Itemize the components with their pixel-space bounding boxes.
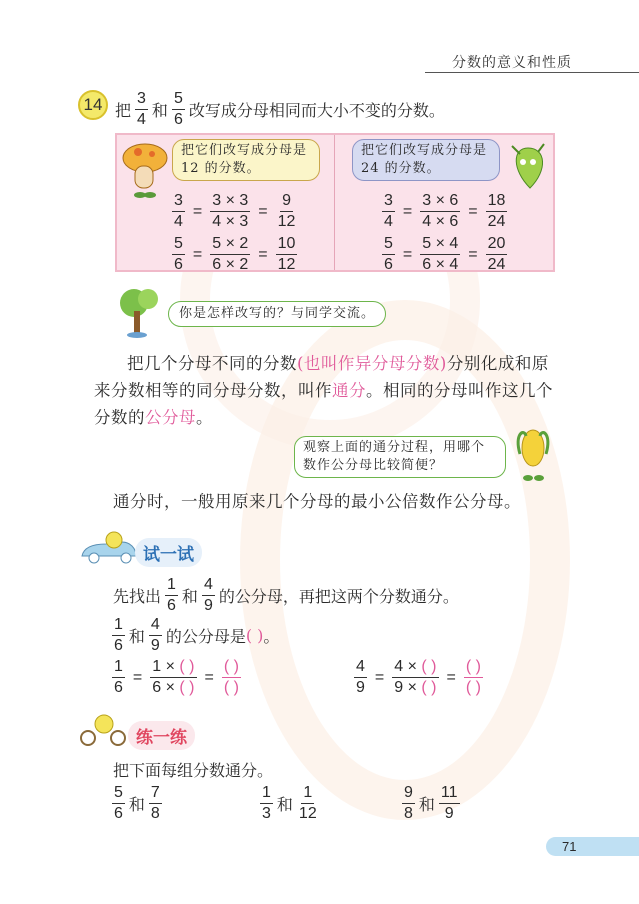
fraction: $\frac{4}{9}$ (203, 576, 213, 614)
numerator: 20 (486, 235, 508, 255)
numerator: 1 × ( ) (150, 658, 196, 678)
numerator: 9 (402, 784, 415, 804)
try-equation-2 (350, 658, 487, 701)
operator: = (204, 668, 214, 686)
rule-statement: 通分时，一般用原来几个分母的最小公倍数作公分母。 (113, 492, 521, 511)
panel-divider (334, 135, 335, 270)
operator: = (132, 668, 143, 686)
fraction (486, 192, 508, 231)
try-question: 先找出 $\frac{1}{6}$ 和 $\frac{4}{9}$ 的公分母，再把这两个分数通分。 (113, 576, 459, 614)
numerator: 1 (260, 784, 273, 804)
fraction (402, 784, 415, 823)
operator: = (258, 202, 268, 220)
numerator: 4 × ( ) (392, 658, 438, 678)
denominator: 6 × 2 (212, 256, 249, 273)
operator: = (402, 245, 413, 263)
numerator: 1 (301, 784, 314, 804)
operator: = (446, 668, 456, 686)
fraction (210, 192, 250, 231)
denominator: 3 (262, 805, 271, 822)
right-equations (378, 192, 511, 278)
example-question (115, 90, 445, 129)
operator: = (468, 202, 478, 220)
denominator: 8 (404, 805, 413, 822)
term-heterogeneous: (也叫作异分母分数) (297, 354, 447, 373)
operator: = (402, 202, 413, 220)
fraction (464, 658, 483, 697)
answer-blank[interactable]: ( ) (245, 626, 264, 645)
denominator: 12 (277, 256, 296, 273)
numerator: 1 (112, 658, 125, 678)
equation-row (378, 192, 511, 231)
tree-character-icon (112, 285, 167, 340)
left-equations (168, 192, 301, 278)
fraction (420, 235, 460, 274)
numerator: 7 (149, 784, 162, 804)
term-tongfen: 通分 (332, 381, 366, 400)
fraction (172, 192, 185, 231)
try-equation-1 (108, 658, 245, 701)
car-character-icon (78, 530, 140, 566)
term-common-denominator: 公分母 (145, 408, 196, 427)
numerator: 10 (276, 235, 298, 255)
fraction (297, 784, 319, 823)
fraction: $\frac{4}{9}$ (150, 616, 160, 654)
text: 把 (115, 101, 132, 120)
practice-item (256, 784, 323, 823)
operator: = (192, 245, 203, 263)
equation-row (168, 192, 301, 231)
numerator: 4 (354, 658, 367, 678)
operator: = (374, 668, 385, 686)
example-number-badge: 14 (78, 90, 108, 120)
numerator: 9 (280, 192, 293, 212)
denominator: 12 (277, 213, 296, 230)
operator: = (468, 245, 478, 263)
fraction: $\frac{1}{6}$ (167, 576, 176, 614)
denominator: 9 × ( ) (394, 679, 437, 696)
denominator: 24 (487, 256, 506, 273)
numerator: 5 (112, 784, 125, 804)
numerator: 3 × 6 (420, 192, 460, 212)
fraction (276, 192, 298, 231)
answer-blank[interactable]: ( ) (179, 679, 195, 696)
answer-blank[interactable]: ( ) (421, 658, 437, 675)
fraction (486, 235, 508, 274)
vegetable-character-icon (506, 140, 551, 195)
denominator: 24 (487, 213, 506, 230)
fraction: $\frac{1}{6}$ (114, 616, 123, 654)
fraction (210, 235, 250, 274)
speech-bubble-right: 把它们改写成分母是 24 的分数。 (352, 139, 500, 181)
equation-row (378, 235, 511, 274)
try-section-title: 试一试 (135, 538, 202, 567)
denominator: 4 (384, 213, 393, 230)
text: 和 (128, 795, 145, 814)
numerator: 18 (486, 192, 508, 212)
numerator (222, 658, 241, 678)
fraction (112, 658, 125, 697)
numerator: 3 (172, 192, 185, 212)
denominator (464, 678, 483, 697)
fraction (382, 192, 395, 231)
page-number: 71 (546, 837, 639, 856)
denominator: 6 × ( ) (152, 679, 195, 696)
answer-blank[interactable]: ( ) (223, 679, 239, 696)
numerator: 5 × 2 (210, 235, 250, 255)
chapter-title: 分数的意义和性质 (452, 55, 572, 71)
denominator: 6 (384, 256, 393, 273)
numerator: 11 (439, 784, 460, 804)
fraction (172, 235, 185, 274)
practice-groups (108, 784, 528, 824)
numerator: 5 (172, 235, 185, 255)
fraction (112, 784, 125, 823)
text: 和 (418, 795, 435, 814)
answer-blank[interactable]: ( ) (421, 679, 437, 696)
denominator: 4 × 3 (212, 213, 249, 230)
denominator: 9 (444, 805, 454, 822)
text: 和 (276, 795, 293, 814)
operator: = (192, 202, 203, 220)
denominator (222, 678, 241, 697)
denominator: 8 (150, 805, 160, 822)
equation-row (350, 658, 487, 697)
denominator: 6 (114, 805, 123, 822)
numerator: 3 × 3 (210, 192, 250, 212)
practice-item (398, 784, 464, 823)
answer-blank[interactable]: ( ) (179, 658, 195, 675)
equation-row (168, 235, 301, 274)
denominator: 4 (174, 213, 183, 230)
equation-row (108, 658, 245, 697)
fraction (354, 658, 367, 697)
text: 改写成分母相同而大小不变的分数。 (188, 101, 445, 120)
denominator: 12 (298, 805, 317, 822)
corn-character-icon (512, 424, 554, 482)
definition-paragraph: 把几个分母不同的分数(也叫作异分母分数)分别化成和原来分数相等的同分母分数，叫作通分。相同的分母叫作这几个分数的公分母。 (94, 354, 553, 427)
observe-bubble: 观察上面的通分过程，用哪个数作公分母比较简便？ (294, 436, 506, 478)
operator: = (258, 245, 268, 263)
fraction (222, 658, 241, 697)
denominator: 6 (174, 256, 183, 273)
header-divider (425, 72, 639, 73)
answer-blank[interactable]: ( ) (465, 679, 481, 696)
fraction (439, 784, 460, 823)
speech-bubble-left: 把它们改写成分母是 12 的分数。 (172, 139, 320, 181)
fraction (392, 658, 438, 697)
discussion-bubble: 你是怎样改写的？与同学交流。 (168, 301, 386, 327)
try-common-denominator-line: $\frac{1}{6}$ 和 $\frac{4}{9}$ 的公分母是 ( ) 。 (114, 616, 280, 654)
text: 和 (151, 101, 168, 120)
fraction (420, 192, 460, 231)
fraction (276, 235, 298, 274)
numerator (464, 658, 483, 678)
denominator: 9 (356, 679, 365, 696)
fraction (382, 235, 395, 274)
denominator: 6 × 4 (422, 256, 459, 273)
practice-section-title: 练一练 (128, 721, 195, 750)
practice-item (108, 784, 166, 823)
fraction (150, 658, 196, 697)
numerator: 3 (382, 192, 395, 212)
answer-blank[interactable]: ( ) (465, 658, 481, 675)
motorbike-character-icon (78, 712, 128, 748)
fraction: $\frac{3}{4}$ (137, 90, 146, 128)
fraction: $\frac{5}{6}$ (173, 90, 183, 128)
fraction (260, 784, 273, 823)
denominator: 6 (114, 679, 123, 696)
numerator: 5 × 4 (420, 235, 460, 255)
numerator: 5 (382, 235, 395, 255)
answer-blank[interactable]: ( ) (223, 658, 239, 675)
practice-instruction: 把下面每组分数通分。 (113, 761, 274, 780)
mushroom-character-icon (120, 140, 170, 200)
fraction (149, 784, 162, 823)
denominator: 4 × 6 (422, 213, 459, 230)
